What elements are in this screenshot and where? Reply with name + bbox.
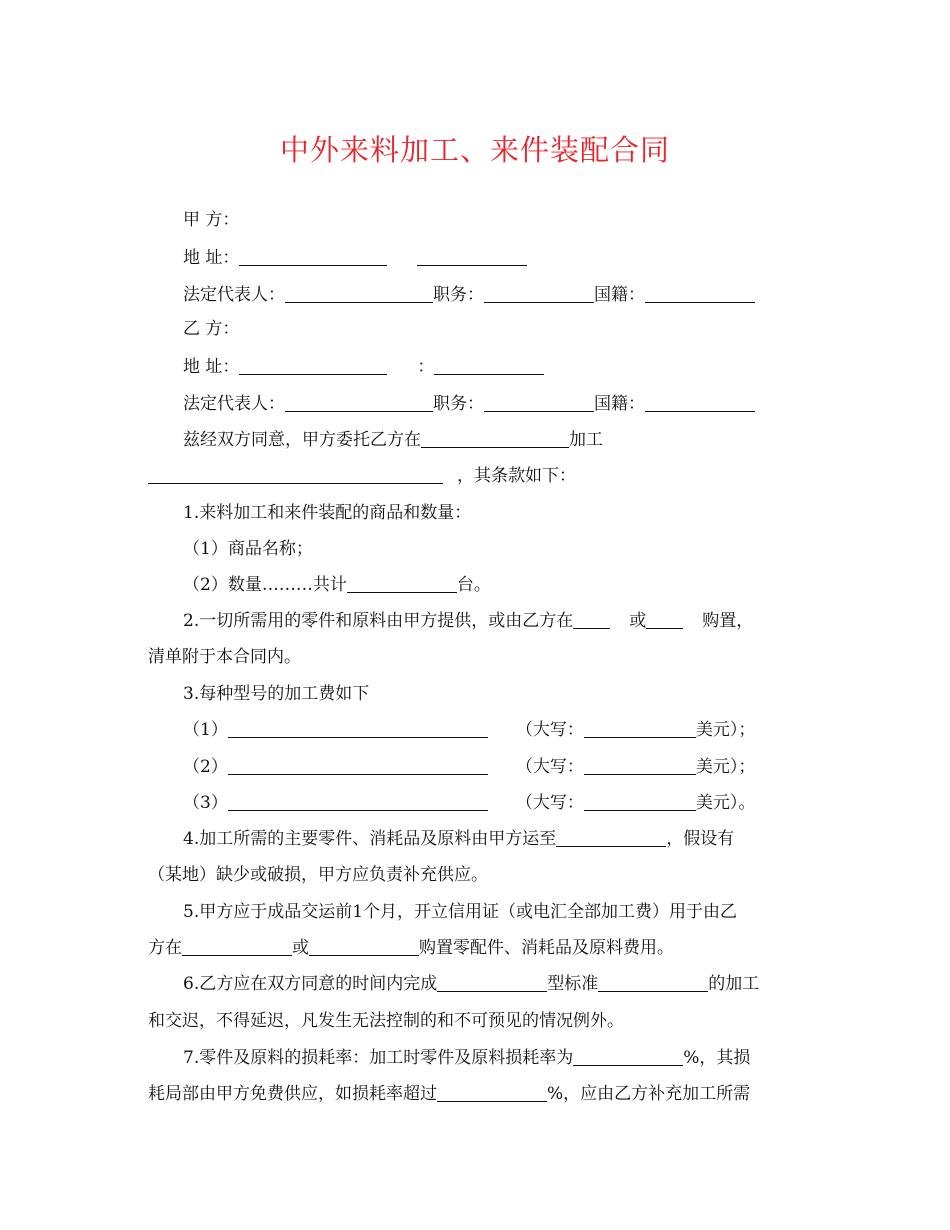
clause6-line-1: [183, 969, 759, 999]
clause6-text-1: 6.乙方应在双方同意的时间内完成: [183, 974, 438, 994]
clause3-row-num: （3）: [183, 793, 228, 813]
clause6-text-4: 和交迟，不得延迟，凡发生无法控制的和不可预见的情况例外。: [148, 1011, 624, 1031]
clause5-line-1: [183, 897, 737, 927]
party-a-position-field[interactable]: [484, 280, 594, 303]
intro-location-field[interactable]: [421, 425, 569, 448]
party-b-nationality-field[interactable]: [645, 389, 755, 412]
clause7-rate-field-2[interactable]: [437, 1079, 547, 1102]
clause7-rate-field-1[interactable]: [573, 1043, 683, 1066]
clause3-unit: 美元）；: [695, 757, 756, 777]
party-b-address-label: 地 址：: [183, 357, 240, 377]
clause4-line-2: [148, 860, 488, 890]
clause7-text-1: 7.零件及原料的损耗率：加工时零件及原料损耗率为: [183, 1048, 574, 1068]
clause6-text-3: 的加工: [708, 974, 760, 994]
clause3-row: [183, 715, 755, 745]
clause5-place-field-2[interactable]: [309, 933, 419, 956]
party-a-rep-label: 法定代表人：: [183, 285, 285, 305]
intro-line-1: [183, 425, 603, 455]
clause3-fee-field[interactable]: [228, 788, 488, 811]
clause6-product-field[interactable]: [598, 969, 708, 992]
clause7-line-1: [183, 1043, 750, 1073]
party-b-position-field[interactable]: [484, 389, 594, 412]
clause7-line-2: [148, 1079, 750, 1109]
party-b-label: 乙 方：: [183, 319, 240, 339]
party-b-colon: ：: [417, 357, 435, 377]
clause2-text-4: 清单附于本合同内。: [148, 647, 301, 667]
clause1-heading-text: 1.来料加工和来件装配的商品和数量：: [183, 503, 472, 523]
party-b-rep-line: [183, 389, 755, 419]
clause3-row-num: （2）: [183, 757, 228, 777]
party-b-address-field[interactable]: [239, 352, 387, 375]
party-a-rep-field[interactable]: [285, 280, 433, 303]
clause2-place-field-1[interactable]: [573, 606, 610, 629]
intro-text-1: 兹经双方同意，甲方委托乙方在: [183, 430, 421, 450]
clause2-place-field-2[interactable]: [646, 606, 683, 629]
party-b-address-line: [183, 352, 544, 382]
clause1-item1: [183, 534, 313, 564]
clause3-caps-label: （大写：: [515, 793, 584, 813]
party-a-address-line: [183, 243, 527, 273]
clause2-line-2: [148, 642, 301, 672]
clause3-fee-field[interactable]: [228, 715, 488, 738]
party-b-address-field-2[interactable]: [434, 352, 544, 375]
contract-title: 中外来料加工、来件装配合同: [279, 133, 670, 167]
party-b-rep-label: 法定代表人：: [183, 394, 285, 414]
clause5-text-2: 方在: [148, 938, 182, 958]
clause3-caps-label: （大写：: [515, 757, 584, 777]
party-a-rep-line: [183, 280, 755, 310]
party-a-position-label: 职务：: [433, 285, 484, 305]
clause3-unit: 美元）；: [695, 720, 756, 740]
clause2-text-2: 或: [629, 611, 647, 631]
party-a-address-field-2[interactable]: [417, 243, 527, 266]
party-b-rep-field[interactable]: [285, 389, 433, 412]
party-a-label: 甲 方：: [183, 210, 240, 230]
clause1-item2: [183, 570, 491, 600]
intro-text-3: ，其条款如下：: [457, 466, 576, 486]
party-b-line: [183, 314, 239, 344]
clause3-heading-text: 3.每种型号的加工费如下: [183, 684, 370, 704]
clause7-text-2: %，其损: [683, 1048, 751, 1068]
clause4-text-2: ，假设有: [666, 829, 735, 849]
clause3-row: [183, 788, 755, 818]
clause3-caps-label: （大写：: [515, 720, 584, 740]
clause5-text-3: 或: [292, 938, 309, 958]
clause3-row: [183, 752, 755, 782]
clause5-place-field-1[interactable]: [182, 933, 292, 956]
party-a-line: [183, 205, 239, 235]
clause3-heading: [183, 679, 369, 709]
clause1-item2-unit: 台。: [456, 575, 491, 595]
party-a-address-field[interactable]: [239, 243, 387, 266]
clause3-caps-field[interactable]: [584, 715, 696, 738]
party-a-address-label: 地 址：: [183, 248, 240, 268]
clause3-unit: 美元）。: [695, 793, 756, 813]
clause2-text-3: 购置，: [702, 611, 754, 631]
party-a-nationality-label: 国籍：: [594, 285, 645, 305]
clause1-item2-text: （2）数量………共计: [183, 575, 347, 595]
clause1-item1-text: （1）商品名称；: [183, 539, 313, 559]
clause7-text-4: %，应由乙方补充加工所需: [547, 1084, 751, 1104]
clause2-text-1: 2.一切所需用的零件和原料由甲方提供，或由乙方在: [183, 611, 574, 631]
clause6-quantity-field[interactable]: [437, 969, 547, 992]
clause3-caps-field[interactable]: [584, 788, 696, 811]
clause3-caps-field[interactable]: [584, 752, 696, 775]
intro-product-field[interactable]: [148, 461, 443, 484]
clause4-text-3: （某地）缺少或破损，甲方应负责补充供应。: [148, 865, 488, 885]
clause3-fee-field[interactable]: [228, 752, 488, 775]
clause6-text-2: 型标准: [547, 974, 599, 994]
clause1-heading: [183, 498, 471, 528]
clause5-text-4: 购置零配件、消耗品及原料费用。: [419, 938, 674, 958]
clause5-line-2: [148, 933, 674, 963]
party-a-nationality-field[interactable]: [645, 280, 755, 303]
clause6-line-2: [148, 1006, 624, 1036]
clause4-line-1: [183, 824, 734, 854]
clause5-text-1: 5.甲方应于成品交运前1个月，开立信用证（或电汇全部加工费）用于由乙: [183, 902, 738, 922]
intro-text-2: 加工: [569, 430, 603, 450]
clause7-text-3: 耗局部由甲方免费供应，如损耗率超过: [148, 1084, 437, 1104]
clause1-quantity-field[interactable]: [347, 570, 457, 593]
clause4-text-1: 4.加工所需的主要零件、消耗品及原料由甲方运至: [183, 829, 557, 849]
party-b-position-label: 职务：: [433, 394, 484, 414]
clause3-row-num: （1）: [183, 720, 228, 740]
clause4-destination-field[interactable]: [556, 824, 666, 847]
intro-line-2: [148, 461, 576, 491]
clause2-line-1: [183, 606, 753, 636]
party-b-nationality-label: 国籍：: [594, 394, 645, 414]
